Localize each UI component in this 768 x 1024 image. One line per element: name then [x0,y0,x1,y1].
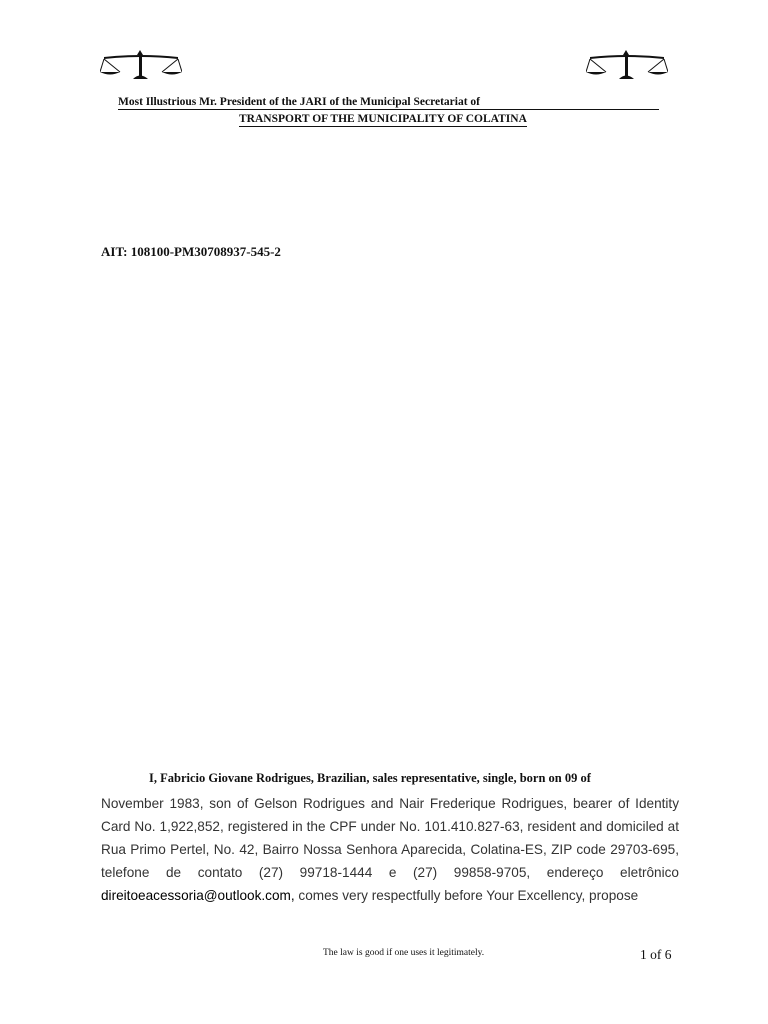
footer-motto: The law is good if one uses it legitimately. [323,948,485,958]
petition-closing: comes very respectfully before Your Excellency, propose [298,888,639,903]
ait-number: AIT: 108100-PM30708937-545-2 [101,244,281,259]
petition-intro: I, Fabricio Giovane Rodrigues, Brazilian, sales representative, single, born on 09 of [149,771,591,785]
petition-body [101,792,679,907]
addressee-line-1: Most Illustrious Mr. President of the JARI of the Municipal Secretariat of [118,96,659,110]
email-address: direitoeacessoria@outlook.com, [101,888,295,903]
petition-body-text: November 1983, son of Gelson Rodrigues and Nair Frederique Rodrigues, bearer of Identity Card No. 1,922,852, registered in the CPF under No. 101.410.827-63, resident and domiciled at Rua Primo Pertel, No. 42, Bairro Nossa Senhora Aparecida, Colatina-ES, ZIP code 29703-695, telefone de contato (27) 99718-1444 e (27) 99858-9705, endereço eletrônico [101,796,679,880]
page-number: 1 of 6 [640,947,672,962]
scales-of-justice-icon [100,50,182,82]
addressee-line-2: TRANSPORT OF THE MUNICIPALITY OF COLATINA [239,113,527,125]
scales-of-justice-icon [586,50,668,82]
